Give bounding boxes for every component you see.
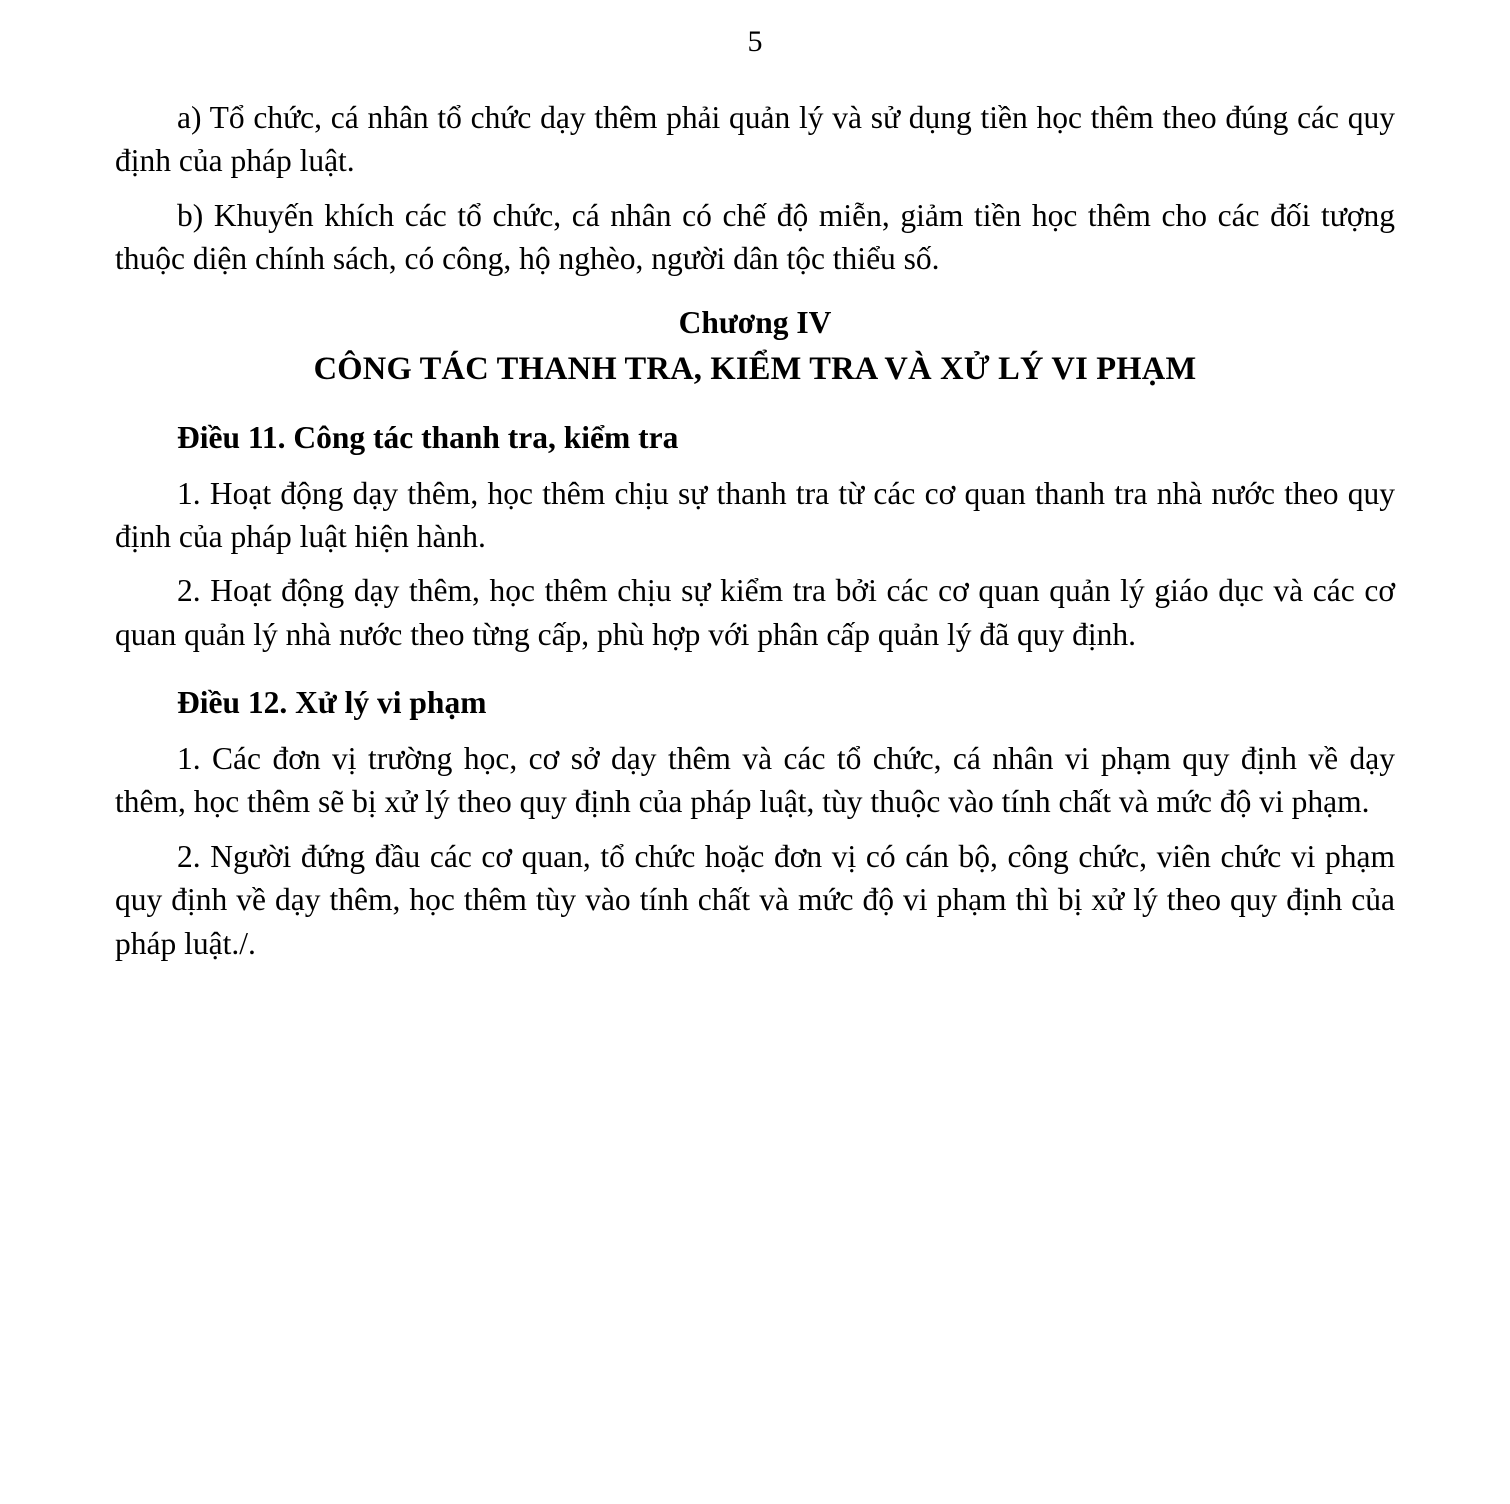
page-number: 5 [747, 25, 763, 58]
article-11-clause-2: 2. Hoạt động dạy thêm, học thêm chịu sự kiểm tra bởi các cơ quan quản lý giáo dục và các cơ quan quản lý nhà nước theo từng cấp, phù hợp với phân cấp quản lý đã quy định. [115, 573, 1395, 652]
article-heading-11: Điều 11. Công tác thanh tra, kiểm tra [177, 420, 679, 456]
article-heading-12: Điều 12. Xử lý vi phạm [177, 685, 487, 721]
paragraph-b: b) Khuyến khích các tổ chức, cá nhân có chế độ miễn, giảm tiền học thêm cho các đối tượng thuộc diện chính sách, có công, hộ nghèo, người dân tộc thiểu số. [115, 197, 1395, 277]
chapter-subtitle: CÔNG TÁC THANH TRA, KIỂM TRA VÀ XỬ LÝ VI PHẠM [313, 350, 1197, 387]
article-12-clause-1: 1. Các đơn vị trường học, cơ sở dạy thêm và các tổ chức, cá nhân vi phạm quy định về dạy thêm, học thêm sẽ bị xử lý theo quy định của pháp luật, tùy thuộc vào tính chất và mức độ vi phạm. [115, 740, 1395, 820]
section-spacer [115, 667, 1395, 681]
paragraph-a: a) Tổ chức, cá nhân tổ chức dạy thêm phải quản lý và sử dụng tiền học thêm theo đúng các quy định của pháp luật. [115, 100, 1395, 179]
article-11-clause-1: 1. Hoạt động dạy thêm, học thêm chịu sự thanh tra từ các cơ quan thanh tra nhà nước theo quy định của pháp luật hiện hành. [115, 475, 1395, 554]
article-12-clause-2: 2. Người đứng đầu các cơ quan, tổ chức hoặc đơn vị có cán bộ, công chức, viên chức vi phạm quy định về dạy thêm, học thêm tùy vào tính chất và mức độ vi phạm thì bị xử lý theo quy định của pháp luật./. [115, 838, 1395, 961]
chapter-title: Chương IV [678, 304, 832, 340]
